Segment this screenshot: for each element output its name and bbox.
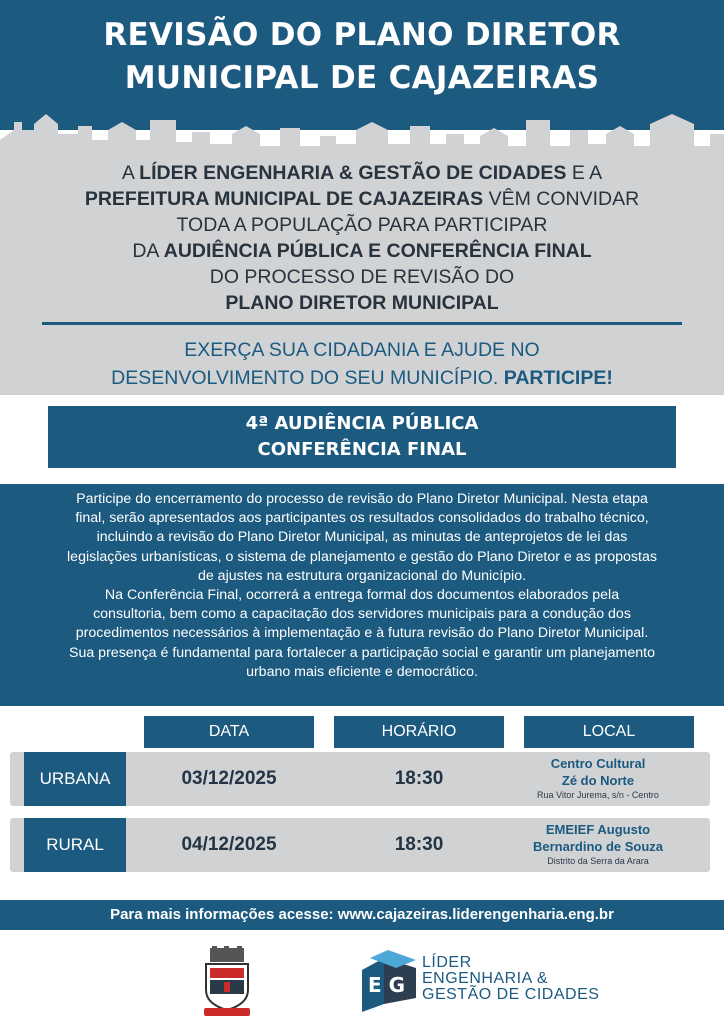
- description-line: final, serão apresentados aos participantes os resultados consolidados do trabalho técnico,: [75, 510, 649, 527]
- row-label-urbana: URBANA: [24, 752, 126, 806]
- invite-line-2-post: VÊM CONVIDAR: [483, 188, 640, 210]
- location-name-line-2: Zé do Norte: [561, 773, 635, 788]
- more-info-link[interactable]: Para mais informações acesse: www.cajazeiras.liderengenharia.eng.br: [0, 900, 724, 930]
- logo-line-2: ENGENHARIA &: [422, 970, 549, 987]
- cta-participe: PARTICIPE!: [503, 367, 613, 389]
- location-address: Distrito da Serra da Arara: [547, 856, 649, 866]
- lider-logo-text: [422, 955, 599, 1003]
- row-time: 18:30: [394, 768, 444, 789]
- title-line-2: MUNICIPAL DE CAJAZEIRAS: [124, 60, 600, 96]
- cta-line-1: EXERÇA SUA CIDADANIA E AJUDE NO: [184, 339, 540, 361]
- call-to-action: [20, 336, 704, 392]
- row-location: [524, 818, 672, 872]
- row-label-rural: RURAL: [24, 818, 126, 872]
- column-header-time: HORÁRIO: [334, 716, 504, 748]
- page-title: [0, 14, 724, 100]
- event-title-line-1: 4ª AUDIÊNCIA PÚBLICA: [245, 413, 479, 434]
- description-line: Sua presença é fundamental para fortalecer a participação social e garantir um planejamento: [69, 644, 655, 661]
- location-name-line-1: EMEIEF Augusto: [545, 822, 651, 837]
- description-line: Na Conferência Final, ocorrerá a entrega formal dos documentos elaborados pela: [104, 587, 620, 604]
- divider: [42, 322, 682, 325]
- event-title-line-2: CONFERÊNCIA FINAL: [257, 439, 467, 460]
- row-time: 18:30: [394, 834, 444, 855]
- description-line: urbano mais eficiente e democrático.: [246, 663, 478, 680]
- description-line: incluindo a revisão do Plano Diretor Municipal, as minutas de anteprojetos de lei das: [96, 529, 628, 546]
- lider-logo-icon: [354, 946, 424, 1016]
- logo-monogram: E G: [368, 973, 406, 997]
- invite-line-4-pre: DA: [132, 240, 164, 262]
- event-title-box: [48, 406, 676, 468]
- description-line: de ajustes na estrutura organizacional do Município.: [197, 567, 527, 584]
- invite-organizer: LÍDER ENGENHARIA & GESTÃO DE CIDADES: [139, 162, 567, 184]
- logo-line-1: LÍDER: [422, 954, 472, 971]
- invitation-text: [20, 160, 704, 316]
- description-line: Participe do encerramento do processo de revisão do Plano Diretor Municipal. Nesta etapa: [76, 491, 648, 507]
- description-line: procedimentos necessários à implementação e à futura revisão do Plano Diretor Municipal.: [75, 625, 649, 642]
- row-date: 04/12/2025: [181, 834, 277, 855]
- row-date: 03/12/2025: [181, 768, 277, 789]
- column-header-location: LOCAL: [524, 716, 694, 748]
- invite-line-1-post: E A: [566, 162, 603, 184]
- location-name-line-1: Centro Cultural: [550, 756, 646, 771]
- invite-prefeitura: PREFEITURA MUNICIPAL DE CAJAZEIRAS: [84, 188, 484, 210]
- invite-line-5: DO PROCESSO DE REVISÃO DO: [209, 266, 515, 288]
- cta-line-2: DESENVOLVIMENTO DO SEU MUNICÍPIO.: [111, 367, 504, 389]
- description-line: consultoria, bem como a capacitação dos servidores municipais para a condução dos: [93, 606, 631, 623]
- invite-line-3: TODA A POPULAÇÃO PARA PARTICIPAR: [176, 214, 548, 236]
- column-header-date: DATA: [144, 716, 314, 748]
- location-name-line-2: Bernardino de Souza: [532, 839, 664, 854]
- municipal-crest-icon: [200, 946, 254, 1018]
- description-line: legislações urbanísticas, o sistema de planejamento e gestão do Plano Diretor e as propostas: [67, 548, 657, 565]
- logo-line-3: GESTÃO DE CIDADES: [422, 986, 600, 1003]
- invite-plan-name: PLANO DIRETOR MUNICIPAL: [225, 292, 499, 314]
- description-box: [0, 484, 724, 706]
- row-location: [524, 752, 672, 806]
- title-line-1: REVISÃO DO PLANO DIRETOR: [103, 17, 621, 53]
- invite-line-1-pre: A: [121, 162, 140, 184]
- invite-event-name: AUDIÊNCIA PÚBLICA E CONFERÊNCIA FINAL: [163, 240, 592, 262]
- location-address: Rua Vitor Jurema, s/n - Centro: [537, 790, 659, 800]
